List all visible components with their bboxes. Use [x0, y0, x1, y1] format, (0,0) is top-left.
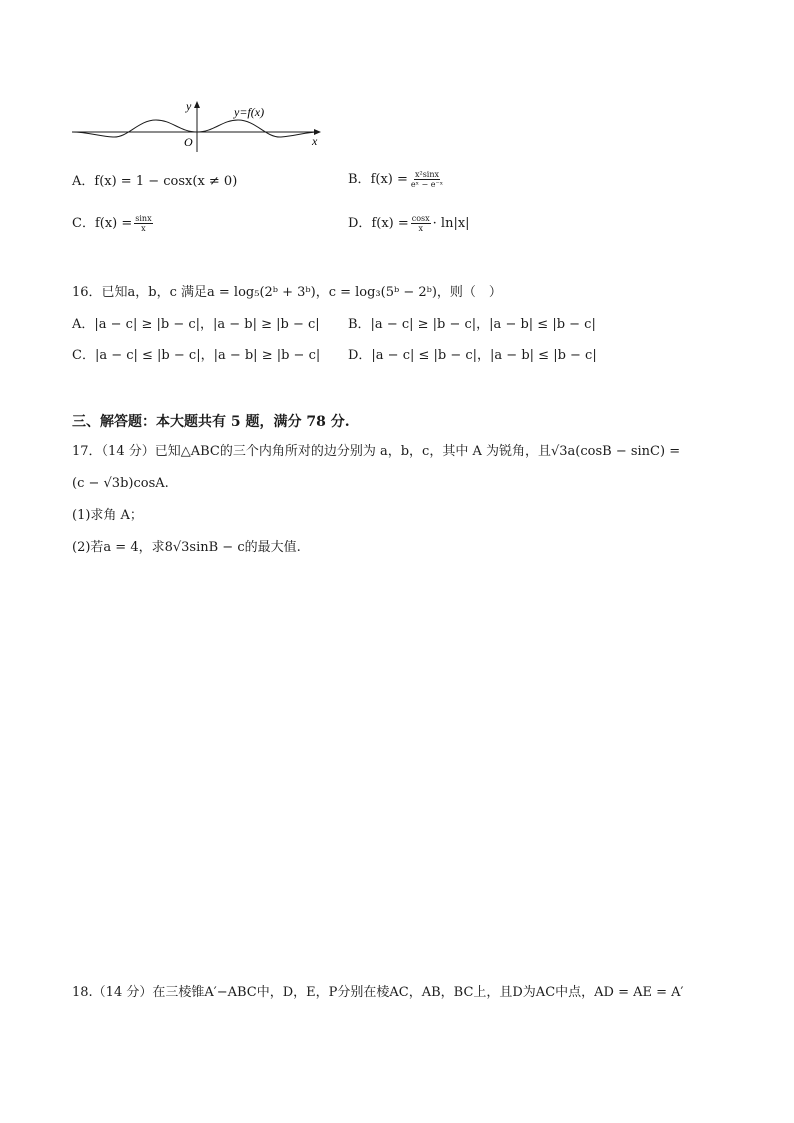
q16-option-a: A．|a − c| ≥ |b − c|，|a − b| ≥ |b − c|	[72, 317, 320, 332]
option-prefix: f(x) =	[371, 216, 409, 231]
q17-line2: (c − √3b)cosA.	[72, 476, 169, 491]
fraction-denominator: eˣ − e⁻ˣ	[410, 180, 444, 189]
option-expr: f(x) = 1 − cosx(x ≠ 0)	[94, 174, 238, 189]
curve-label: y=f(x)	[234, 105, 265, 119]
q16-option-c: C．|a − c| ≤ |b − c|，|a − b| ≥ |b − c|	[72, 348, 321, 363]
q17-part1: (1)求角 A；	[72, 508, 143, 523]
q16-option-b: B．|a − c| ≥ |b − c|，|a − b| ≤ |b − c|	[348, 317, 596, 332]
function-graph-figure	[68, 96, 330, 156]
q16-stem: 16．已知a，b，c 满足a = log₅(2ᵇ + 3ᵇ)，c = log₃(5ᵇ − 2ᵇ)，则（ ）	[72, 285, 502, 300]
option-letter: A．	[72, 174, 95, 189]
x-axis-label: x	[312, 134, 318, 148]
fraction-numerator: x²sinx	[414, 170, 440, 179]
section-heading: 三、解答题：本大题共有 5 题，满分 78 分.	[72, 414, 350, 430]
y-axis-label: y	[186, 99, 192, 113]
option-letter: C．	[72, 216, 95, 231]
fraction-numerator: cosx	[411, 214, 430, 223]
option-suffix: · ln|x|	[432, 216, 470, 231]
option-letter: B．	[348, 172, 371, 187]
q15-option-c	[72, 214, 155, 233]
fraction	[134, 214, 152, 233]
q15-option-a	[72, 174, 237, 190]
fraction-numerator: sinx	[135, 214, 152, 223]
q17-line1: 17．（14 分）已知△ABC的三个内角所对的边分别为 a，b，c，其中 A 为锐角，且√3a(cosB − sinC) =	[72, 444, 681, 459]
q15-option-d	[348, 214, 470, 233]
q15-option-b	[348, 170, 446, 189]
option-prefix: f(x) =	[370, 172, 408, 187]
fraction	[410, 170, 444, 189]
fraction-denominator: x	[418, 224, 423, 233]
q17-part2: (2)若a = 4，求8√3sinB − c的最大值.	[72, 540, 301, 555]
fraction-denominator: x	[141, 224, 146, 233]
q16-option-d: D．|a − c| ≤ |b − c|，|a − b| ≤ |b − c|	[348, 348, 597, 363]
option-letter: D．	[348, 216, 372, 231]
function-curve	[72, 120, 318, 137]
option-prefix: f(x) =	[94, 216, 133, 231]
q18-line1: 18.（14 分）在三棱锥A′−ABC中，D，E，P分别在棱AC，AB，BC上，且D为AC中点，AD = AE = A′	[72, 985, 684, 1000]
fraction	[411, 214, 431, 233]
origin-label: O	[184, 135, 193, 149]
